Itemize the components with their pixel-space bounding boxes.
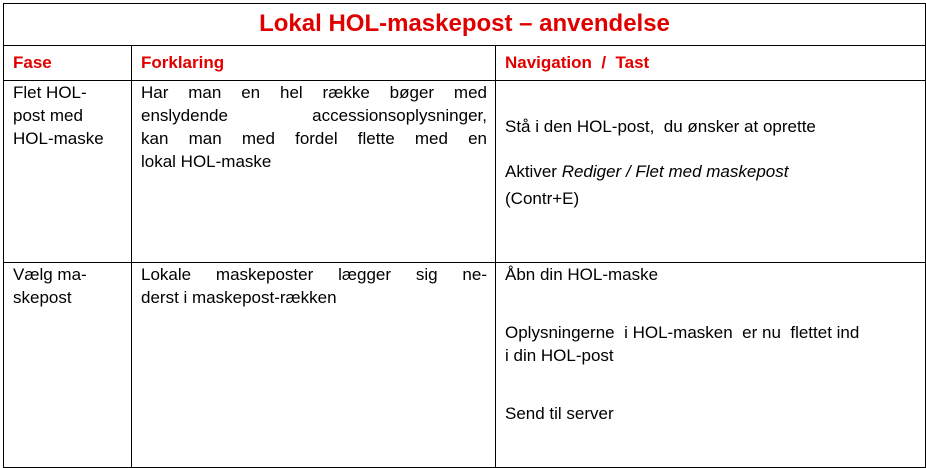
navigation-step: Oplysningerne i HOL-masken er nu flettet ind (505, 323, 860, 342)
forklaring-cell (132, 263, 496, 468)
navigation-step-prefix: Aktiver (505, 162, 562, 181)
header-navigation: Navigation / Tast (496, 46, 926, 81)
menu-path: Rediger / Flet med maskepost (561, 162, 789, 181)
header-row (4, 46, 926, 81)
forklaring-text: Lokale maskeposter lægger sig ne- (141, 265, 487, 284)
fase-text: Flet HOL- (13, 83, 87, 102)
forklaring-text: enslydende accessionsoplysninger, (141, 106, 487, 125)
forklaring-text: lokal HOL-maske (141, 152, 272, 171)
navigation-step: Åbn din HOL-maske (505, 265, 659, 284)
fase-text: HOL-maske (13, 129, 104, 148)
navigation-step: i din HOL-post (505, 346, 614, 365)
forklaring-text: derst i maskepost-rækken (141, 288, 337, 307)
fase-cell (4, 81, 132, 263)
navigation-cell (496, 81, 926, 263)
table-row (4, 81, 926, 263)
forklaring-cell (132, 81, 496, 263)
header-forklaring: Forklaring (132, 46, 496, 81)
fase-text: Vælg ma- (13, 265, 87, 284)
document-frame (3, 3, 926, 467)
fase-cell (4, 263, 132, 468)
header-fase: Fase (4, 46, 132, 81)
table-title-cell (4, 4, 926, 46)
navigation-step (505, 160, 917, 183)
shortcut-key: (Contr+E) (505, 189, 580, 208)
table-row (4, 263, 926, 468)
navigation-cell (496, 263, 926, 468)
forklaring-text: Har man en hel række bøger med (141, 83, 487, 102)
fase-text: post med (13, 106, 83, 125)
forklaring-text: kan man med fordel flette med en (141, 129, 487, 148)
navigation-step: Stå i den HOL-post, du ønsker at oprette (505, 117, 816, 136)
fase-text: skepost (13, 288, 72, 307)
table-title: Lokal HOL-maskepost – anvendelse (259, 9, 670, 37)
navigation-step: Send til server (505, 404, 614, 423)
usage-table (3, 3, 926, 468)
